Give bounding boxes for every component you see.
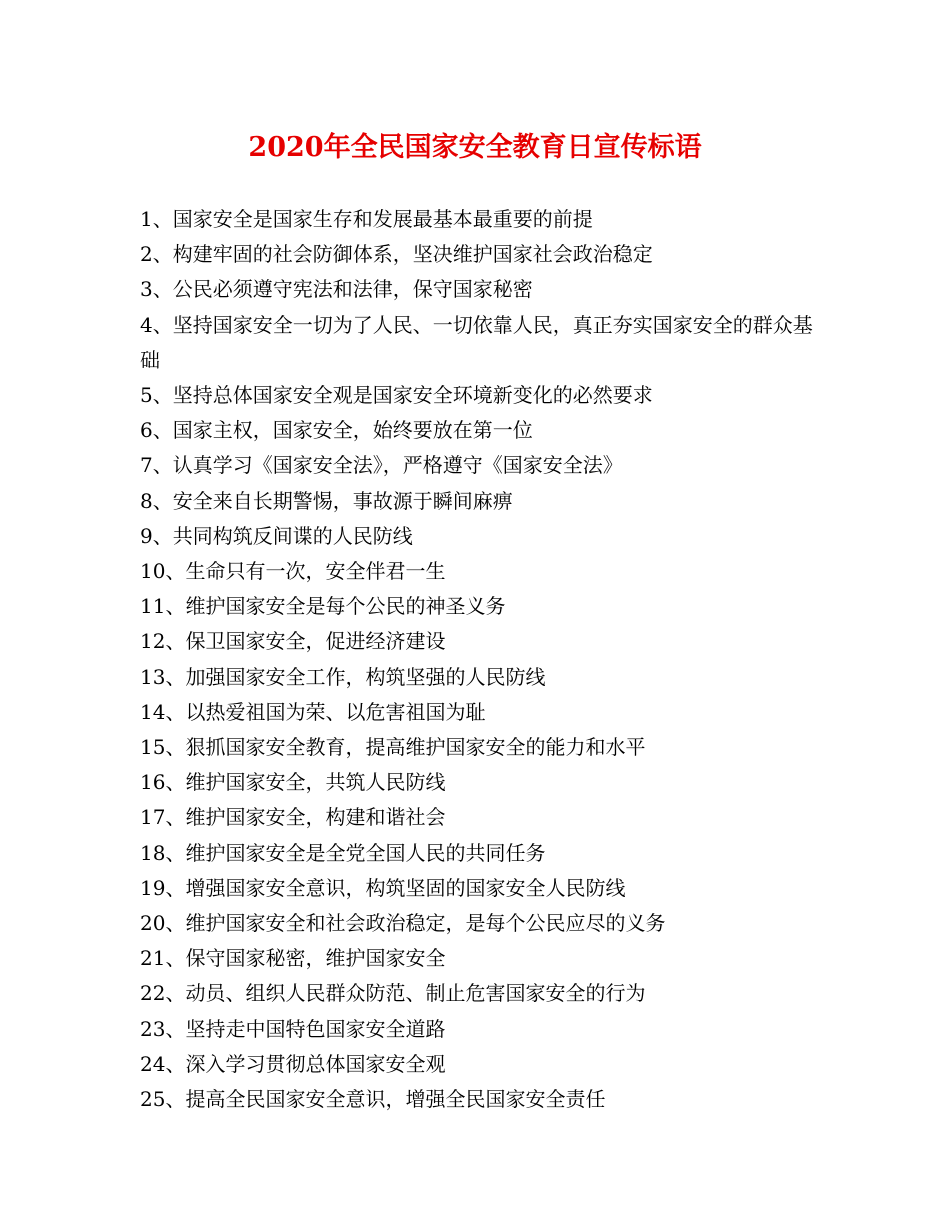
slogan-item: 16、维护国家安全，共筑人民防线 bbox=[140, 770, 446, 795]
slogan-item: 13、加强国家安全工作，构筑坚强的人民防线 bbox=[140, 664, 546, 689]
slogan-item: 18、维护国家安全是全党全国人民的共同任务 bbox=[140, 840, 546, 865]
slogan-item: 25、提高全民国家安全意识，增强全民国家安全责任 bbox=[140, 1087, 606, 1112]
slogan-item: 14、以热爱祖国为荣、以危害祖国为耻 bbox=[140, 699, 486, 724]
slogan-item: 10、生命只有一次，安全伴君一生 bbox=[140, 559, 446, 584]
slogan-item: 6、国家主权，国家安全，始终要放在第一位 bbox=[140, 418, 533, 443]
slogan-item: 12、保卫国家安全，促进经济建设 bbox=[140, 629, 446, 654]
slogan-item: 21、保守国家秘密，维护国家安全 bbox=[140, 946, 446, 971]
slogan-item: 20、维护国家安全和社会政治稳定，是每个公民应尽的义务 bbox=[140, 911, 666, 936]
slogan-item: 3、公民必须遵守宪法和法律，保守国家秘密 bbox=[140, 277, 533, 302]
slogan-item: 5、坚持总体国家安全观是国家安全环境新变化的必然要求 bbox=[140, 383, 653, 408]
slogan-item: 4、坚持国家安全一切为了人民、一切依靠人民，真正夯实国家安全的群众基础 bbox=[140, 312, 813, 372]
slogan-list bbox=[140, 202, 820, 1117]
slogan-item: 7、认真学习《国家安全法》，严格遵守《国家安全法》 bbox=[140, 453, 623, 478]
slogan-item: 19、增强国家安全意识，构筑坚固的国家安全人民防线 bbox=[140, 875, 626, 900]
slogan-item: 24、深入学习贯彻总体国家安全观 bbox=[140, 1051, 446, 1076]
slogan-item: 1、国家安全是国家生存和发展最基本最重要的前提 bbox=[140, 207, 593, 231]
document-title: 2020年全民国家安全教育日宣传标语 bbox=[248, 132, 702, 163]
slogan-item: 11、维护国家安全是每个公民的神圣义务 bbox=[140, 594, 506, 619]
slogan-item: 17、维护国家安全，构建和谐社会 bbox=[140, 805, 446, 830]
slogan-item: 15、狠抓国家安全教育，提高维护国家安全的能力和水平 bbox=[140, 735, 646, 760]
slogan-item: 2、构建牢固的社会防御体系，坚决维护国家社会政治稳定 bbox=[140, 242, 653, 267]
slogan-item: 9、共同构筑反间谍的人民防线 bbox=[140, 523, 413, 548]
slogan-item: 23、坚持走中国特色国家安全道路 bbox=[140, 1016, 446, 1041]
slogan-item: 8、安全来自长期警惕，事故源于瞬间麻痹 bbox=[140, 488, 513, 513]
slogan-item: 22、动员、组织人民群众防范、制止危害国家安全的行为 bbox=[140, 981, 646, 1006]
